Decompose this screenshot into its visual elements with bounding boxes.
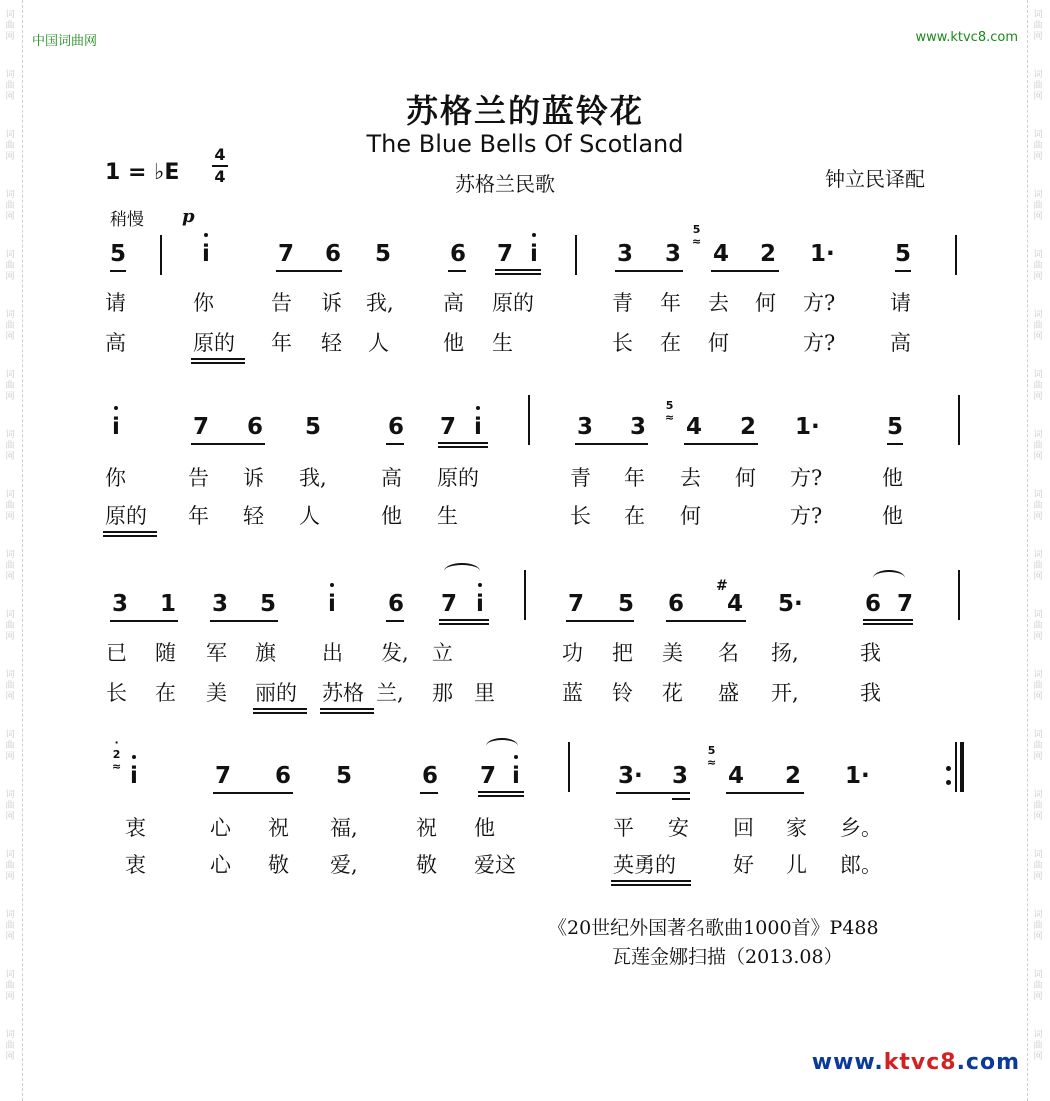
lyric: 请 [890,291,911,315]
lyric: 去 [680,466,701,490]
lyric: 郎。 [840,853,882,877]
lyric: 方? [790,466,823,490]
lyric: 青 [570,466,591,490]
note: 3 [630,414,647,440]
lyric: 那 [432,681,453,705]
side-watermark-mark: 词 曲 网 [1033,970,1043,1002]
note: 7 [897,591,914,617]
lyric: 祝 [416,816,437,840]
underline [615,270,683,272]
note: 6 [388,414,405,440]
lyric: 高 [890,331,911,355]
site-url[interactable]: www.ktvc8.com [915,30,1018,45]
underline [672,798,690,800]
side-watermark-mark: 词 曲 网 [5,70,15,102]
double-underline [478,791,524,797]
time-signature [212,146,228,186]
lyric: 诉 [321,291,342,315]
note: 3 [665,241,682,267]
side-watermark-mark: 词 曲 网 [5,1030,15,1062]
lyric: 开, [771,681,799,705]
note: 3 [672,763,689,789]
lyric: 蓝 [562,681,583,705]
lyric: 盛 [718,681,739,705]
site-name[interactable]: 中国词曲网 [32,34,98,49]
note: 3· [618,763,643,789]
lyric: 何 [735,466,756,490]
grace-number: 5 [692,223,701,236]
note: 5 [895,241,912,267]
underline [213,792,293,794]
lyric: 你 [193,291,214,315]
lyric: 原的 [193,331,235,355]
lyric: 敬 [268,853,289,877]
lyric: 随 [155,641,176,665]
underline [110,620,178,622]
side-watermark-mark: 词 曲 网 [5,610,15,642]
tie-mark [444,563,480,579]
repeat-dot [946,766,951,771]
watermark-part: ktvc8 [883,1050,957,1075]
side-watermark-mark: 词 曲 网 [1033,910,1043,942]
lyric: 丽的 [255,681,297,705]
underline [616,792,690,794]
grace-note: · 2 ≈ [112,736,122,773]
lyric: 告 [271,291,292,315]
note: 5· [778,591,803,617]
side-watermark-mark: 词 曲 网 [5,910,15,942]
side-watermark-mark: 词 曲 网 [1033,10,1043,42]
note: 6 [422,763,439,789]
repeat-dot [946,780,951,785]
lyric: 去 [708,291,729,315]
lyric: 乡。 [840,816,882,840]
lyric: 旗 [255,641,276,665]
note: 3 [212,591,229,617]
lyric: 立 [432,641,453,665]
side-watermark-mark: 词 曲 网 [5,190,15,222]
note: i [512,763,520,789]
lyric: 长 [570,504,591,528]
note: 5 [375,241,392,267]
slur-underline [191,358,245,364]
lyric: 好 [733,853,754,877]
underline [666,620,746,622]
lyric: 他 [882,504,903,528]
song-origin: 苏格兰民歌 [455,172,555,196]
bar-line [958,395,960,445]
lyric: 美 [662,641,683,665]
lyric: 名 [718,641,739,665]
lyric: 在 [155,681,176,705]
note: i [474,414,482,440]
underline [210,620,278,622]
right-border [1027,0,1050,1101]
lyric: 我, [366,291,394,315]
underline [684,443,758,445]
side-watermark-mark: 词 曲 网 [1033,70,1043,102]
side-watermark-mark: 词 曲 网 [5,970,15,1002]
lyric: 长 [612,331,633,355]
lyric: 轻 [243,504,264,528]
note: 1· [845,763,870,789]
lyric: 儿 [786,853,807,877]
lyric: 人 [299,504,320,528]
lyric: 年 [660,291,681,315]
lyric: 在 [660,331,681,355]
lyric: 美 [206,681,227,705]
lyric: 心 [210,816,231,840]
note: 5 [618,591,635,617]
note: 7 [480,763,497,789]
note: 6 [668,591,685,617]
lyric: 心 [210,853,231,877]
side-watermark-mark: 词 曲 网 [5,10,15,42]
lyric: 我 [860,641,881,665]
lyric: 花 [662,681,683,705]
underline [276,270,342,272]
side-watermark-mark: 词 曲 网 [1033,370,1043,402]
note: 3 [112,591,129,617]
lyric: 把 [612,641,633,665]
lyric: 请 [105,291,126,315]
note: 1 [160,591,177,617]
note: 6 [275,763,292,789]
bar-line [568,742,570,792]
underline [386,443,404,445]
lyric: 高 [443,291,464,315]
note: 1· [795,414,820,440]
lyric: 里 [474,681,495,705]
note: 5 [110,241,127,267]
side-watermark-mark: 词 曲 网 [5,790,15,822]
underline [895,270,911,272]
arranger: 钟立民译配 [825,167,925,191]
lyric: 原的 [105,504,147,528]
lyric: 方? [803,291,836,315]
lyric: 他 [381,504,402,528]
side-watermark-mark: 词 曲 网 [1033,730,1043,762]
double-underline [495,269,541,275]
note: 4 [728,763,745,789]
scan-credit: 瓦莲金娜扫描（2013.08） [612,946,843,968]
side-watermark-mark: 词 曲 网 [1033,610,1043,642]
lyric: 扬, [771,641,799,665]
note: 7 [215,763,232,789]
side-watermark-mark: 词 曲 网 [1033,490,1043,522]
lyric: 在 [624,504,645,528]
bar-line [528,395,530,445]
lyric: 轻 [321,331,342,355]
side-watermark-mark: 词 曲 网 [5,250,15,282]
lyric: 诉 [243,466,264,490]
slur-underline [103,531,157,537]
note: 7 [193,414,210,440]
song-subtitle: The Blue Bells Of Scotland [366,130,684,158]
note: 7 [568,591,585,617]
underline [420,792,438,794]
lyric: 功 [562,641,583,665]
lyric: 铃 [612,681,633,705]
lyric: 平 [613,816,634,840]
side-watermark-mark: 词 曲 网 [5,850,15,882]
note: 7 [278,241,295,267]
lyric: 苏格 [322,681,364,705]
bar-line [958,570,960,620]
note: 4 [727,591,744,617]
tie-mark [873,570,905,586]
side-watermark-mark: 词 曲 网 [1033,130,1043,162]
double-underline [439,619,489,625]
lyric: 安 [668,816,689,840]
final-bar-line [960,742,964,792]
grace-number: 5 [707,744,716,757]
side-watermark-mark: 词 曲 网 [5,490,15,522]
lyric: 衷 [125,853,146,877]
bar-line [575,235,577,275]
slur-underline [320,708,374,714]
watermark-part: .com [956,1050,1020,1075]
watermark-part: www. [811,1050,884,1075]
lyric: 出 [322,641,343,665]
note: 7 [497,241,514,267]
underline [110,270,126,272]
lyric: 爱这 [474,853,516,877]
lyric: 方? [803,331,836,355]
grace-note: 5 ≈ [665,399,675,424]
lyric: 发, [381,641,409,665]
lyric: 他 [882,466,903,490]
underline [191,443,265,445]
meter-top: 4 [214,145,226,164]
lyric: 生 [437,504,458,528]
side-watermark-mark: 词 曲 网 [1033,1030,1043,1062]
side-watermark-mark: 词 曲 网 [5,550,15,582]
note: 6 [247,414,264,440]
note: i [112,414,120,440]
note: 6 [325,241,342,267]
lyric: 高 [381,466,402,490]
bar-line [160,235,162,275]
underline [711,270,779,272]
bar-line [955,235,957,275]
lyric: 何 [708,331,729,355]
side-watermark-mark: 词 曲 网 [1033,790,1043,822]
note: 7 [440,414,457,440]
lyric: 人 [368,331,389,355]
lyric: 方? [790,504,823,528]
lyric: 青 [612,291,633,315]
lyric: 兰, [376,681,404,705]
lyric: 我 [860,681,881,705]
lyric: 长 [106,681,127,705]
note: i [328,591,336,617]
side-watermark-mark: 词 曲 网 [1033,670,1043,702]
note: 6 [865,591,882,617]
side-watermark-mark: 词 曲 网 [1033,250,1043,282]
bar-line [524,570,526,620]
note: 6 [450,241,467,267]
underline [575,443,648,445]
grace-number: 5 [665,399,674,412]
note: 3 [577,414,594,440]
note: 7 [441,591,458,617]
note: 4 [713,241,730,267]
note: 1· [810,241,835,267]
lyric: 生 [492,331,513,355]
side-watermark-mark: 词 曲 网 [1033,310,1043,342]
lyric: 原的 [437,466,479,490]
note: i [130,763,138,789]
lyric: 年 [624,466,645,490]
lyric: 年 [271,331,292,355]
grace-note: 5 ≈ [707,744,717,769]
lyric: 你 [105,466,126,490]
note: 4 [686,414,703,440]
sharp-sign: # [716,578,728,594]
double-underline [863,619,913,625]
note: 2 [760,241,777,267]
side-watermark-mark: 词 曲 网 [5,670,15,702]
slur-underline [253,708,307,714]
tie-mark [486,738,518,754]
lyric: 何 [680,504,701,528]
double-underline [438,442,488,448]
note: 3 [617,241,634,267]
side-watermark-mark: 词 曲 网 [5,130,15,162]
grace-number: 2 [112,748,121,761]
note: 6 [388,591,405,617]
lyric: 回 [733,816,754,840]
lyric: 已 [106,641,127,665]
lyric: 家 [786,816,807,840]
source-citation: 《20世纪外国著名歌曲1000首》P488 [548,917,879,939]
note: i [476,591,484,617]
side-watermark-mark: 词 曲 网 [5,310,15,342]
lyric: 衷 [125,816,146,840]
note: 5 [887,414,904,440]
lyric: 高 [105,331,126,355]
left-border [0,0,23,1101]
underline [566,620,634,622]
song-title: 苏格兰的蓝铃花 [405,92,644,130]
note: i [530,241,538,267]
note: 2 [785,763,802,789]
bar-line [955,742,957,792]
note: 2 [740,414,757,440]
lyric: 英勇的 [613,853,676,877]
underline [726,792,804,794]
tempo-marking: 稍慢 [110,210,144,230]
side-watermark-mark: 词 曲 网 [1033,850,1043,882]
key-signature: 1 = ♭E [105,160,180,185]
side-watermark-mark: 词 曲 网 [5,430,15,462]
note: 5 [260,591,277,617]
underline [448,270,466,272]
lyric: 年 [188,504,209,528]
side-watermark-mark: 词 曲 网 [1033,190,1043,222]
lyric: 原的 [492,291,534,315]
note: i [202,241,210,267]
meter-bottom: 4 [214,167,226,186]
side-watermark-mark: 词 曲 网 [5,730,15,762]
lyric: 我, [299,466,327,490]
lyric: 军 [206,641,227,665]
lyric: 何 [755,291,776,315]
watermark-logo[interactable] [812,1050,1020,1075]
lyric: 他 [443,331,464,355]
lyric: 福, [330,816,358,840]
side-watermark-mark: 词 曲 网 [1033,430,1043,462]
lyric: 敬 [416,853,437,877]
note: 5 [336,763,353,789]
side-watermark-mark: 词 曲 网 [1033,550,1043,582]
note: 5 [305,414,322,440]
underline [887,443,903,445]
lyric: 祝 [268,816,289,840]
slur-underline [611,880,691,886]
lyric: 爱, [330,853,358,877]
grace-note: 5 ≈ [692,223,702,248]
underline [386,620,404,622]
side-watermark-mark: 词 曲 网 [5,370,15,402]
lyric: 他 [474,816,495,840]
lyric: 告 [188,466,209,490]
dynamic-marking: p [182,206,195,227]
